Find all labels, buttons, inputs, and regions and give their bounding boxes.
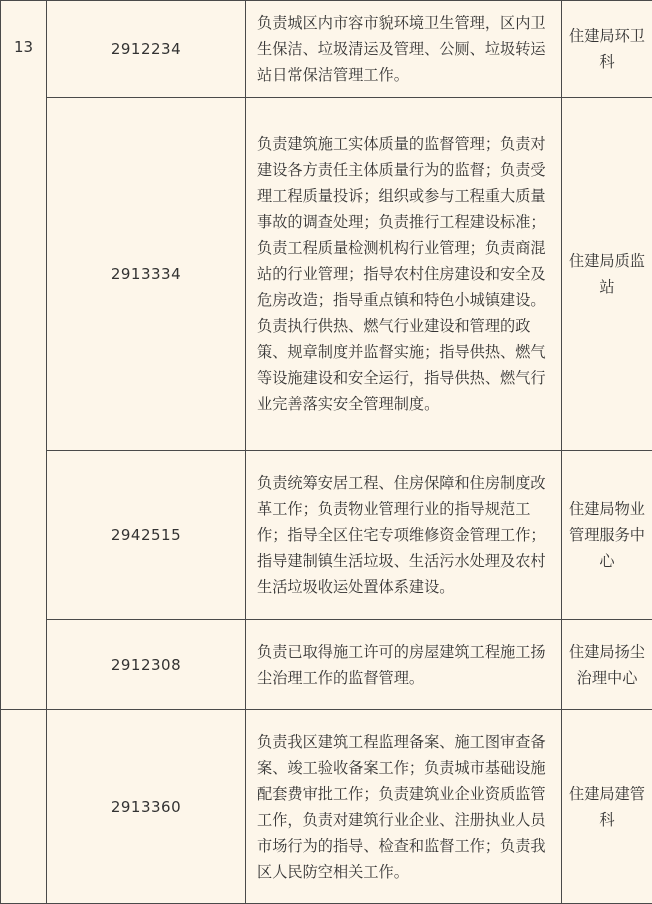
table-row xyxy=(1,710,652,904)
row-index: 13 xyxy=(1,1,46,56)
table-row xyxy=(1,1,652,98)
duty-cell: 负责城区内市容市貌环境卫生管理，区内卫生保洁、垃圾清运及管理、公厕、垃圾转运站日常保洁管理工作。 xyxy=(246,1,562,98)
table-row xyxy=(1,451,652,620)
row-index-cell xyxy=(1,710,47,904)
phone-cell: 2913360 xyxy=(47,710,246,904)
phone-cell: 2912308 xyxy=(47,620,246,710)
phone-cell: 2912234 xyxy=(47,1,246,98)
unit-cell: 住建局建管科 xyxy=(562,710,652,904)
unit-cell: 住建局质监站 xyxy=(562,98,652,451)
duty-cell: 负责我区建筑工程监理备案、施工图审查备案、竣工验收备案工作；负责城市基础设施配套费审批工作；负责建筑业企业资质监管工作，负责对建筑行业企业、注册执业人员市场行为的指导、检查和监督工作；负责我区人民防空相关工作。 xyxy=(246,710,562,904)
unit-cell: 住建局环卫科 xyxy=(562,1,652,98)
table-row xyxy=(1,98,652,451)
duty-cell: 负责建筑施工实体质量的监督管理；负责对建设各方责任主体质量行为的监督；负责受理工程质量投诉；组织或参与工程重大质量事故的调查处理；负责推行工程建设标准；负责工程质量检测机构行业管理；负责商混站的行业管理；指导农村住房建设和安全及危房改造；指导重点镇和特色小城镇建设。负责执行供热、燃气行业建设和管理的政策、规章制度并监督实施；指导供热、燃气等设施建设和安全运行，指导供热、燃气行业完善落实安全管理制度。 xyxy=(246,98,562,451)
unit-cell: 住建局扬尘治理中心 xyxy=(562,620,652,710)
row-index-cell xyxy=(1,1,47,710)
phone-cell: 2942515 xyxy=(47,451,246,620)
table-row xyxy=(1,620,652,710)
phone-cell: 2913334 xyxy=(47,98,246,451)
duty-cell: 负责统筹安居工程、住房保障和住房制度改革工作；负责物业管理行业的指导规范工作；指导全区住宅专项维修资金管理工作；指导建制镇生活垃圾、生活污水处理及农村生活垃圾收运处置体系建设。 xyxy=(246,451,562,620)
unit-cell: 住建局物业管理服务中心 xyxy=(562,451,652,620)
duty-cell: 负责已取得施工许可的房屋建筑工程施工扬尘治理工作的监督管理。 xyxy=(246,620,562,710)
